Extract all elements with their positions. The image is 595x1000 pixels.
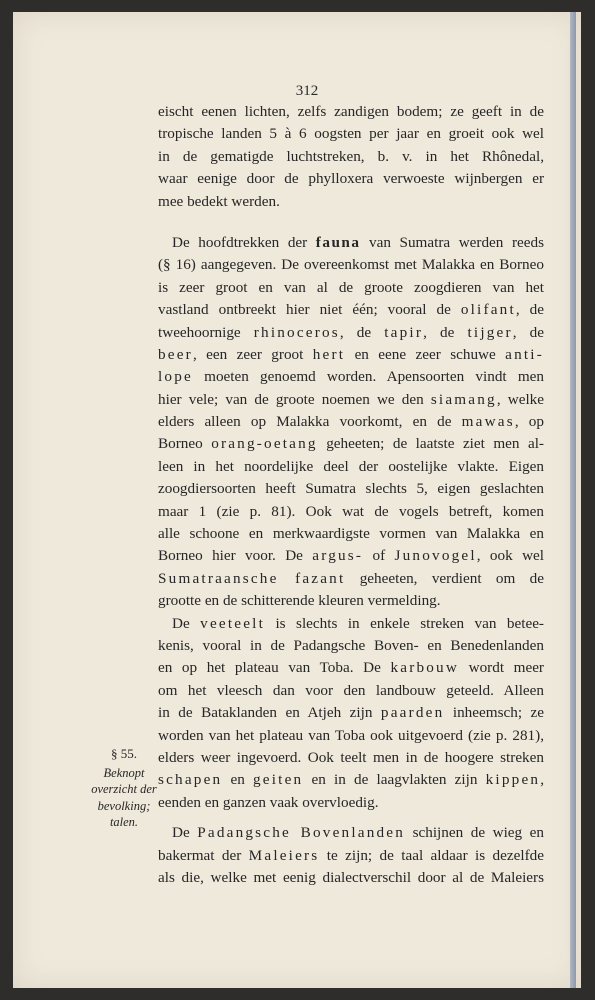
text-line: lope moeten genoemd worden. Apensoorten vindt men: [158, 368, 544, 386]
margin-note-line: bevolking;: [97, 798, 151, 813]
text-line: (§ 16) aangegeven. De overeenkomst met Malakka en Borneo: [158, 256, 544, 274]
margin-note-line: talen.: [109, 815, 139, 829]
text-line: grootte en de schitterende kleuren vermelding.: [158, 592, 441, 610]
text-line: eenden en ganzen vaak overvloedig.: [158, 793, 379, 811]
spaced-term: orang-oetang: [211, 435, 318, 453]
text-line: Borneo orang-oetang geheeten; de laatste ziet men al-: [158, 435, 544, 453]
text-line: om het vleesch dan voor den landbouw geteeld. Alleen: [158, 681, 544, 699]
text-line: in de Bataklanden en Atjeh zijn paarden inheemsch; ze: [158, 704, 544, 722]
spaced-term: Maleiers: [248, 846, 320, 864]
text-line: alle schoone en merkwaardigste vormen van Malakka en: [158, 525, 544, 543]
spaced-term: paarden: [380, 704, 445, 722]
text-line: elders alleen op Malakka voorkomt, en de mawas, op: [158, 413, 544, 431]
text-line: kenis, vooral in de Padangsche Boven- en Benedenlanden: [158, 636, 544, 654]
text-line: vastland ontbreekt hier niet één; vooral de olifant, de: [158, 301, 544, 319]
spaced-term: beer: [158, 345, 193, 363]
spaced-term: hert: [312, 345, 346, 363]
text-line: tropische landen 5 à 6 oogsten per jaar en groeit ook wel: [158, 125, 544, 143]
margin-note-line: Beknopt: [103, 765, 145, 780]
scan-edge-stripe: [570, 12, 576, 988]
text-line: schapen en geiten en in de laagvlakten zijn kippen,: [158, 771, 544, 789]
text-line: beer, een zeer groot hert en eene zeer schuwe anti-: [158, 345, 544, 363]
text-line: hier vele; van de groote noemen we den siamang, welke: [158, 390, 545, 408]
text-line: De Padangsche Bovenlanden schijnen de wieg en: [172, 824, 544, 842]
text-line: als die, welke met eenig dialectverschil door al de Maleiers: [158, 868, 544, 886]
text-line: mee bedekt werden.: [158, 192, 280, 210]
spaced-term: argus-: [312, 547, 364, 565]
spaced-term: veeteelt: [200, 614, 265, 632]
spaced-term: anti-: [505, 345, 544, 363]
spaced-term: olifant: [460, 301, 516, 319]
spaced-term: rhinoceros: [253, 323, 340, 341]
emphasis-term: fauna: [315, 233, 361, 251]
text-line: elders weer ingevoerd. Ook teelt men in de hoogere streken: [158, 748, 544, 766]
page-number: 312: [295, 83, 319, 99]
spaced-term: Padangsche Bovenlanden: [197, 824, 406, 842]
spaced-term: Junovogel: [394, 547, 477, 565]
text-line: maar 1 (zie p. 81). Ook wat de vogels betreft, komen: [158, 502, 544, 520]
spaced-term: karbouw: [390, 659, 459, 677]
text-line: en op het plateau van Toba. De karbouw wordt meer: [158, 659, 544, 677]
spaced-term: siamang: [430, 390, 497, 408]
spaced-term: kippen: [485, 771, 541, 789]
text-line: zoogdiersoorten heeft Sumatra slechts 5, eigen geslachten: [158, 480, 544, 498]
text-line: waar eenige door de phylloxera verwoeste wijnbergen er: [158, 170, 544, 188]
text-line: Sumatraansche fazant geheeten, verdient om de: [158, 569, 545, 587]
text-line: leen in het noordelijke deel der oostelijke vlakte. Eigen: [158, 457, 544, 475]
text-line: worden van het plateau van Toba ook uitgevoerd (zie p. 281),: [158, 726, 544, 744]
spaced-term: tapir: [384, 323, 424, 341]
text-line: bakermat der Maleiers te zijn; de taal aldaar is dezelfde: [158, 846, 544, 864]
text-line: De veeteelt is slechts in enkele streken van betee-: [172, 614, 544, 632]
text-line: is zeer groot en van al de groote zoogdieren van het: [158, 278, 544, 296]
book-page: [13, 12, 581, 988]
body-text: [158, 101, 544, 889]
spaced-term: geiten: [253, 771, 304, 789]
margin-note-line: overzicht der: [91, 782, 157, 796]
spaced-term: schapen: [158, 771, 223, 789]
text-line: Borneo hier voor. De argus- of Junovogel, ook wel: [158, 547, 544, 565]
spaced-term: tijger: [467, 323, 513, 341]
section-number: § 55.: [111, 746, 137, 761]
text-line: tweehoornige rhinoceros, de tapir, de tijger, de: [158, 323, 544, 341]
spaced-term: lope: [158, 368, 193, 386]
text-line: eischt eenen lichten, zelfs zandigen bodem; ze geeft in de: [158, 103, 544, 120]
text-line: in de gematigde luchtstreken, b. v. in het Rhônedal,: [158, 147, 544, 165]
margin-note: [83, 746, 165, 831]
spaced-term: Sumatraansche fazant: [158, 569, 346, 587]
spaced-term: mawas: [461, 413, 515, 431]
text-line: De hoofdtrekken der fauna van Sumatra werden reeds: [172, 233, 545, 251]
